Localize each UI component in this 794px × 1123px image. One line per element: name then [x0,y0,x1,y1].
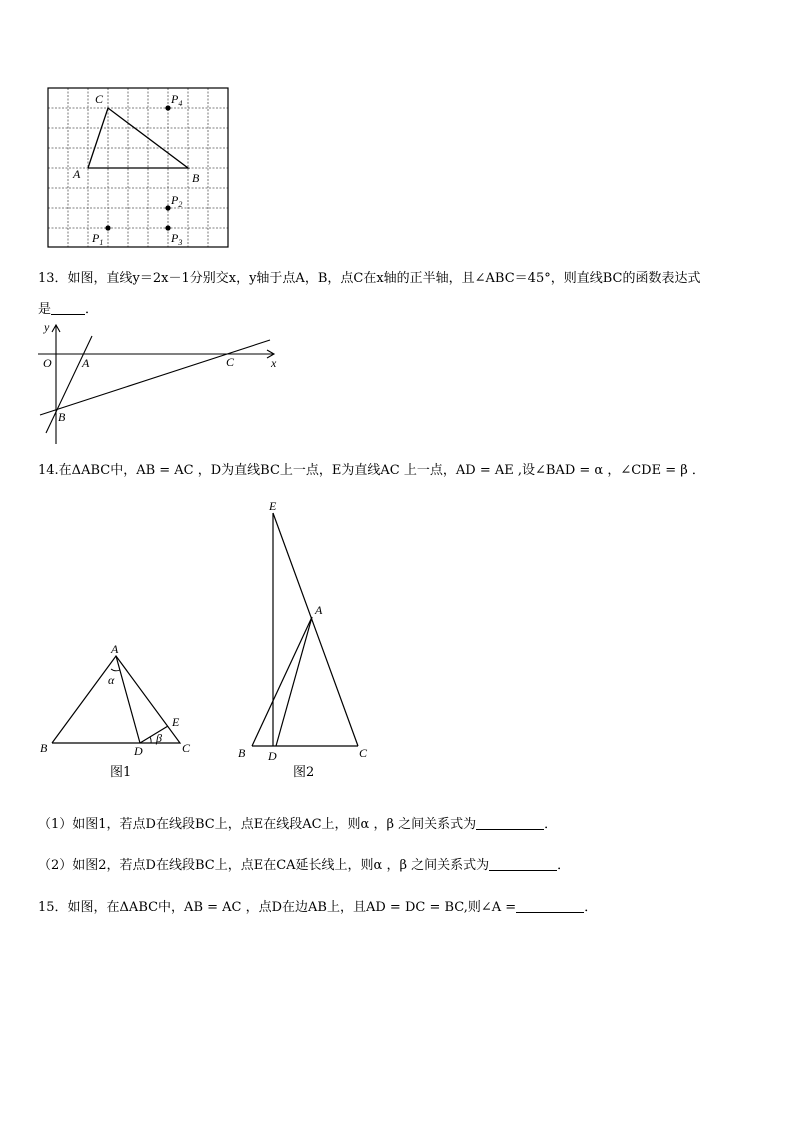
fig1-label-d: D [134,744,143,758]
q14-part1-text: （1）如图1，若点D在线段BC上，点E在线段AC上，则α ，β 之间关系式为 [38,817,477,832]
label-a: A [73,167,81,181]
fig1-label-alpha: α [108,673,115,687]
label-p4-sub: 4 [178,99,183,108]
q14-part1 [38,817,557,833]
q13-line2-suffix: ． [85,302,99,317]
q14-part1-answer-blank[interactable] [476,817,544,830]
fig2-label-d: D [268,749,277,763]
label-p3-sub: 3 [178,238,183,247]
label-c: C [95,92,104,106]
q15-end: ． [584,900,598,915]
fig2-caption: 图2 [293,765,315,780]
fig2-label-c: C [359,746,368,760]
q14-text: 14.在ΔABC中，AB = AC ，D为直线BC上一点，E为直线AC 上一点，AD = AE ,设∠BAD = α ，∠CDE = β ． [38,463,705,478]
label-p1-main: P [92,231,100,245]
fig2-label-e: E [269,499,277,513]
q13-line1: 13．如图，直线y＝2x－1分别交x，y轴于点A，B，点C在x轴的正半轴，且∠ABC＝45°，则直线BC的函数表达式 [38,271,701,286]
q13-line2-prefix: 是 [38,302,52,317]
fig2-label-b: B [238,746,246,760]
fig2-label-a: A [315,603,323,617]
q14-part1-end: ． [544,817,558,832]
label-b: B [192,171,200,185]
q14-part2-answer-blank[interactable] [489,858,557,871]
q15-answer-blank[interactable] [516,900,584,913]
q13-label-c: C [226,355,235,369]
fig1-label-e: E [172,715,180,729]
q14-part2 [38,858,570,874]
label-p2-sub: 2 [178,200,183,209]
q13-label-b: B [58,410,66,424]
label-p4-main: P [171,92,179,106]
q13-label-x: x [271,356,277,370]
fig1-label-a: A [111,642,119,656]
fig1-label-b: B [40,741,48,755]
q13-label-y: y [44,320,50,334]
fig1-caption: 图1 [110,765,132,780]
label-p1-sub: 1 [99,238,104,247]
fig1-label-beta: β [156,731,162,745]
label-p3-main: P [171,231,179,245]
q14-part2-end: ． [557,858,571,873]
q15-text: 15．如图，在ΔABC中，AB = AC ，点D在边AB上，且AD = DC = BC,则∠A = [38,900,517,915]
fig1-label-c: C [182,741,191,755]
q13-label-o: O [43,356,52,370]
q15 [38,900,597,916]
q14-part2-text: （2）如图2，若点D在线段BC上，点E在CA延长线上，则α ，β 之间关系式为 [38,858,490,873]
label-p2-main: P [171,193,179,207]
q13-label-a: A [82,356,90,370]
